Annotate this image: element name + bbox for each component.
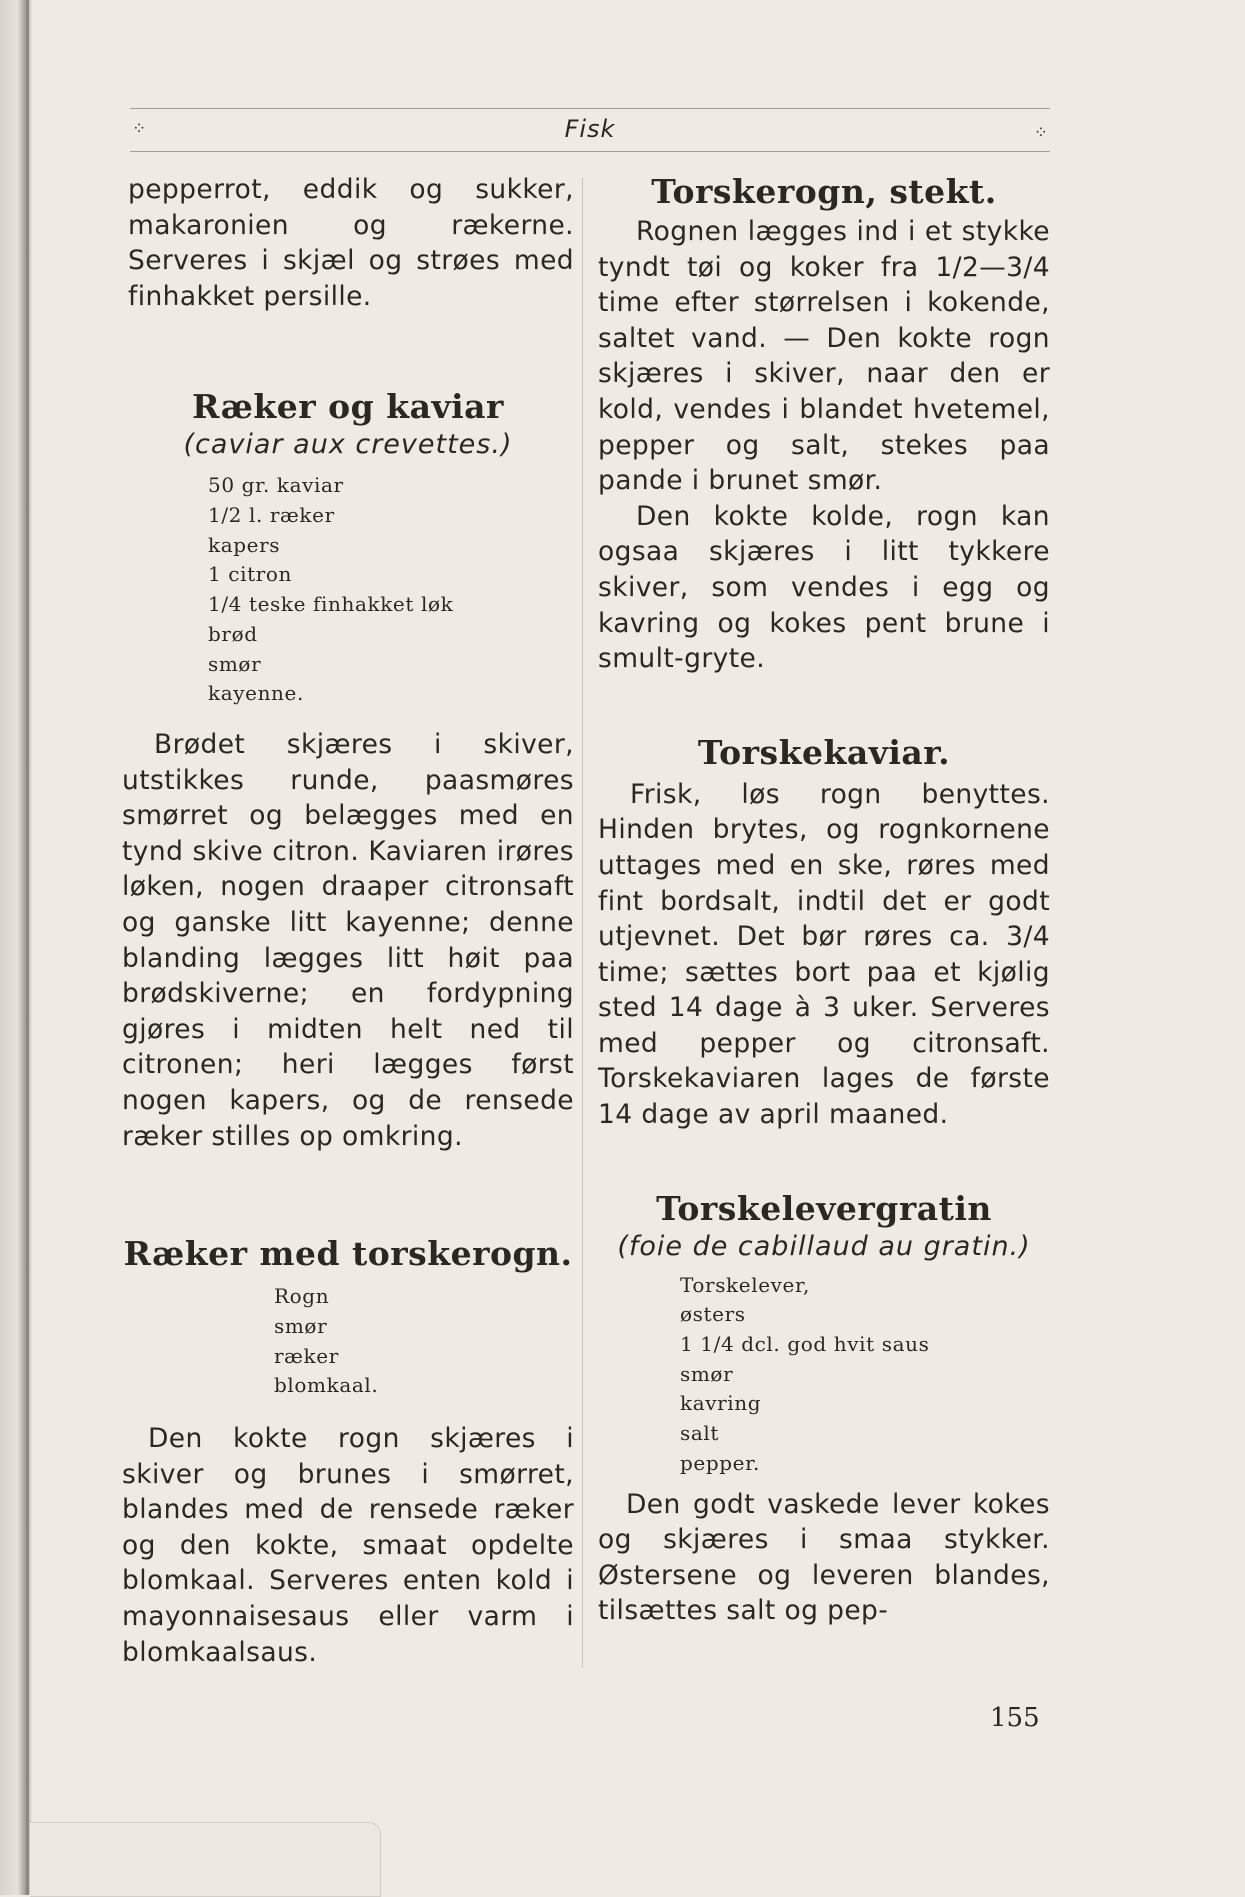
right-column [598,172,1050,1629]
recipe-subtitle [122,427,574,463]
ingredient: smør [680,1361,734,1386]
ornament-right-icon: ⁘ [1033,123,1048,143]
ingredient: kayenne. [208,681,304,706]
ornament-left-icon: ⁘ [132,119,147,139]
ingredient: blomkaal. [274,1373,379,1398]
recipe-method: Brødet skjæres i skiver, utstikkes runde, paasmøres smørret og belægges med en tynd skive citron. Kaviaren irøres løken, nogen draaper citronsaft og ganske litt kayenne; denne blanding lægges litt høit paa brødskiverne; en fordypning gjøres i midten helt ned til citronen; heri lægges først nogen kapers, og de rensede ræker stilles op omkring. [122,729,574,1152]
recipe-subtitle-text: (caviar aux crevettes.) [183,429,513,461]
ingredient: 50 gr. kaviar [208,473,344,498]
ingredient-list [274,1282,574,1401]
recipe-title: Torskekaviar. [697,732,951,772]
recipe-method: Rognen lægges ind i et stykke tyndt tøi og koker fra 1/2—3/4 time efter størrelsen i kokende, saltet vand. — Den kokte rogn skjæres i skiver, naar den er kold, vendes i blandet hvetemel, pepper og salt, stekes paa pande i brunet smør. [598,216,1050,497]
recipe-method: Frisk, løs rogn benyttes. Hinden brytes, og rognkornene uttages med en ske, røres med fint bordsalt, indtil det er godt utjevnet. Det bør røres ca. 3/4 time; sættes bort paa et kjølig sted 14 dage à 3 uker. Serveres med pepper og citronsaft. Torskekaviaren lages de første 14 dage av april maaned. [598,778,1050,1131]
ingredient: ræker [274,1343,339,1368]
continued-paragraph: pepperrot, eddik og sukker, makaronien og rækerne. Serveres i skjæl og strøes med finhakket persille. [128,174,574,312]
ingredient: pepper. [680,1450,761,1475]
ingredient: kavring [680,1391,762,1416]
column-rule [582,178,583,1668]
page-edge [30,1822,381,1897]
ingredient: 1/2 l. ræker [208,503,335,528]
recipe-title: Ræker med torskerogn. [123,1234,573,1274]
header-title: Fisk [564,115,616,143]
ingredient: smør [208,651,262,676]
ingredient: østers [680,1302,746,1327]
recipe-method: Den kokte kolde, rogn kan ogsaa skjæres i litt tykkere skiver, som vendes i egg og kavring og kokes pent brune i smult-gryte. [598,500,1050,675]
recipe-title: Torskerogn, stekt. [651,172,997,211]
recipe-method: Den kokte rogn skjæres i skiver og brunes i smørret, blandes med de rensede ræker og den kokte, smaat opdelte blomkaal. Serveres enten kold i mayonnaisesaus eller varm i blomkaalsaus. [122,1422,574,1668]
running-header [130,108,1050,152]
ingredient: brød [208,621,258,646]
ingredient: smør [274,1313,328,1338]
ingredient-list [680,1271,1050,1479]
ingredient: 1 1/4 dcl. god hvit saus [680,1332,930,1357]
ingredient: salt [680,1421,720,1446]
recipe-method: Den godt vaskede lever kokes og skjæres i smaa stykker. Østersene og leveren blandes, tilsættes salt og pep- [598,1488,1050,1627]
ingredient: Torskelever, [680,1272,810,1297]
recipe-title: Ræker og kaviar [192,387,504,427]
ingredient: 1 citron [208,562,292,587]
ingredient: 1/4 teske finhakket løk [208,592,454,617]
page-number: 155 [990,1703,1040,1733]
left-column [122,172,574,1670]
spine-line [26,0,29,1895]
ingredient-list [208,471,574,709]
ingredient: kapers [208,532,281,557]
recipe-subtitle: (foie de cabillaud au gratin.) [617,1230,1031,1262]
recipe-title: Torskelevergratin [656,1188,992,1228]
ingredient: Rogn [274,1284,330,1309]
